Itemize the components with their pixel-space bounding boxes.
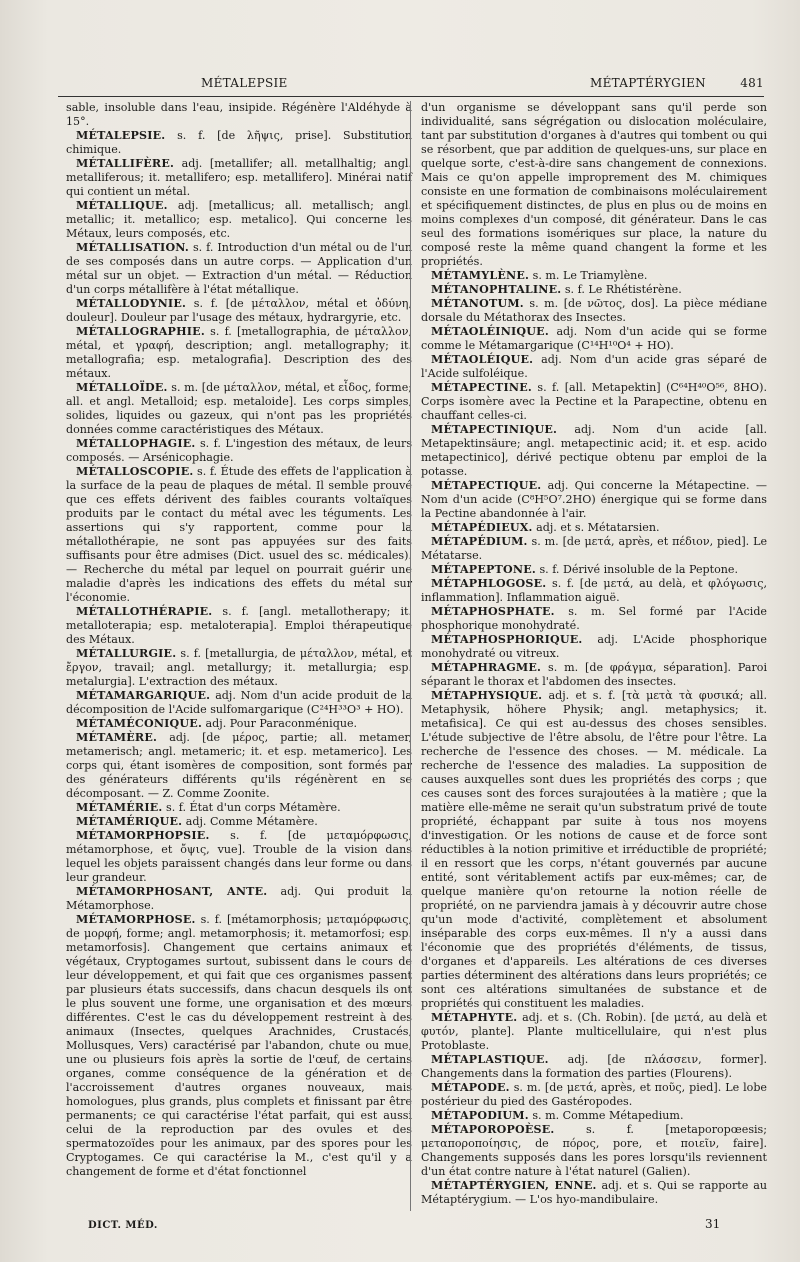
dictionary-entry [421, 521, 767, 535]
entry-text: s. m. [de μετά, après, et πέδιον, pied]. Le Métatarse. [421, 535, 768, 562]
entry-text: s. m. Sel formé par l'Acide phosphorique monohydraté. [421, 605, 767, 632]
dictionary-entry [66, 885, 412, 913]
entry-text: adj. Pour Paraconménique. [205, 717, 358, 730]
entry-headword: MÉTAMÉRIE. [76, 801, 163, 814]
entry-text: s. f. [all. Metapektin] (C⁶⁴H⁴⁰O⁵⁶, 8HO). Corps isomère avec la Pectine et la Parapectine, obtenu en chauffant celles-ci. [421, 381, 767, 422]
entry-text: s. f. [de μεταμόρφωσις, métamorphose, et ὄψις, vue]. Trouble de la vision dans lequel les objets paraissent changés dans leur forme ou dans leur grandeur. [66, 829, 412, 884]
entry-text: s. f. [metallographia, de μέταλλον, métal, et γραφή, description; angl. metallography; it. metallografia; esp. metalografia]. Description des des métaux. [66, 325, 412, 380]
entry-headword: MÉTALLOPHAGIE. [76, 437, 196, 450]
entry-headword: MÉTALLOSCOPIE. [76, 465, 194, 478]
entry-headword: MÉTAOLÉIQUE. [431, 353, 534, 366]
entry-headword: MÉTALLOGRAPHIE. [76, 325, 205, 338]
entry-text: adj. L'Acide phosphorique monohydraté ou vitreux. [421, 633, 767, 660]
dictionary-entry [66, 731, 412, 801]
entry-text: adj. et s. Qui se rapporte au Métaptérygium. — L'os hyo-mandibulaire. [421, 1179, 768, 1206]
entry-headword: MÉTAPECTIQUE. [431, 479, 542, 492]
entry-headword: MÉTAPOROPOÈSE. [431, 1123, 555, 1136]
dictionary-entry [421, 297, 767, 325]
signature-number: 31 [705, 1217, 721, 1231]
entry-text: s. m. [de μέταλλον, métal, et εἶδος, forme; all. et angl. Metalloid; esp. metaloide]. Les corps simples, solides, liquides ou gazeux, qui n'ont pas les propriétés données comme caractéristiques des Métaux. [66, 381, 412, 436]
entry-headword: MÉTAMORPHOSANT, ANTE. [76, 885, 268, 898]
entry-headword: MÉTALLODYNIE. [76, 297, 187, 310]
entry-headword: MÉTAMYLÈNE. [431, 269, 530, 282]
header-rule [58, 96, 764, 97]
left-column [66, 101, 412, 1179]
entry-headword: MÉTAMÈRE. [76, 731, 158, 744]
dictionary-entry [421, 633, 767, 661]
entry-headword: MÉTALLIFÈRE. [76, 157, 175, 170]
entry-text: s. f. Étude des effets de l'application à la surface de la peau de plaques de métal. Il semble prouvé que ces effets dérivent des faibles courants voltaïques produits par le contact du métal avec les téguments. Les assertions qui s'y rapportent, comme pour la métallothérapie, ne sont pas appuyées sur des faits suffisants pour être admises (Dict. usuel des sc. médicales). — Recherche du métal par lequel on pourrait guérir une maladie d'après les indications des effets du métal sur l'économie. [66, 465, 413, 604]
dictionary-entry [421, 605, 767, 633]
entry-headword: MÉTAPECTINIQUE. [431, 423, 558, 436]
dictionary-entry [421, 423, 767, 479]
entry-text: s. m. [de φράγμα, séparation]. Paroi séparant le thorax et l'abdomen des insectes. [421, 661, 768, 688]
entry-headword: MÉTANOTUM. [431, 297, 524, 310]
dictionary-entry [421, 661, 767, 689]
entry-text: s. f. [metaporopœesis; μεταποροποίησις, de πόρος, pore, et ποιεῖν, faire]. Changements supposés dans les pores lorsqu'ils reviennent d'un état contre nature à l'état naturel (Galien). [421, 1123, 767, 1178]
dictionary-entry [66, 381, 412, 437]
entry-text: s. f. [de λῆψις, prise]. Substitution chimique. [66, 129, 413, 156]
dictionary-entry [421, 381, 767, 423]
dictionary-entry [66, 101, 412, 129]
dictionary-entry [66, 199, 412, 241]
entry-headword: MÉTAMÉRIQUE. [76, 815, 183, 828]
entry-headword: MÉTAPHOSPHATE. [431, 605, 555, 618]
dictionary-entry [421, 479, 767, 521]
entry-text: adj. Nom d'un acide gras séparé de l'Acide sulfoléique. [421, 353, 767, 380]
dictionary-entry [66, 129, 412, 157]
dictionary-entry [66, 647, 412, 689]
dictionary-entry [421, 269, 767, 283]
entry-text: adj. Nom d'un acide produit de la décomposition de l'Acide sulfomargarique (C²⁴H³³O³ + HO). [66, 689, 412, 716]
dictionary-entry [421, 535, 767, 563]
entry-headword: MÉTAPTÉRYGIEN, ENNE. [431, 1179, 597, 1192]
entry-headword: MÉTANOPHTALINE. [431, 283, 562, 296]
dictionary-entry [421, 689, 767, 1011]
entry-headword: MÉTAPEPTONE. [431, 563, 536, 576]
entry-text: s. f. État d'un corps Métamère. [166, 801, 341, 814]
dictionary-entry [66, 437, 412, 465]
entry-headword: MÉTALLIQUE. [76, 199, 168, 212]
dictionary-entry [66, 605, 412, 647]
column-divider [410, 101, 411, 1211]
entry-text: s. f. [métamorphosis; μεταμόρφωσις, de μορφή, forme; angl. metamorphosis; it. metamorfosi; esp. metamorfosis]. Changement que certains animaux et végétaux, Cryptogames surtout, subissent dans le cours de leur développement, et qui fait que ces organismes passent par plusieurs états successifs, dans chacun desquels ils ont le plus souvent une forme, une organisation et des mœurs différentes. C'est le cas du développement restreint à des animaux (Insectes, quelques Arachnides, Crustacés, Mollusques, Vers) caractérisé par l'abandon, chute ou mue, une ou plusieurs fois après la sortie de l'œuf, de certains organes, comme conséquence de la génération et de l'accroissement d'autres organes nouveaux, mais homologues, plus grands, plus complets et finissant par être permanents; ce qui caractérise l'état parfait, qui est aussi celui de la reproduction par des ovules et des spermatozoïdes pour les animaux, par des spores pour les Cryptogames. Ce qui caractérise la M., c'est qu'il y a changement de forme et d'état fonctionnel [66, 913, 413, 1178]
entry-text: adj. et s. Métatarsien. [536, 521, 660, 534]
entry-headword: MÉTAPHYTE. [431, 1011, 518, 1024]
dictionary-entry [66, 157, 412, 199]
dictionary-entry [66, 801, 412, 815]
entry-headword: MÉTALLISATION. [76, 241, 189, 254]
entry-text: adj. Nom d'un acide [all. Metapektinsäure; angl. metapectinic acid; it. et esp. acido metapectinico], dérivé pectique obtenu par emploi de la potasse. [421, 423, 767, 478]
dictionary-entry [66, 325, 412, 381]
entry-headword: MÉTAPÉDIEUX. [431, 521, 533, 534]
entry-text: adj. Qui concerne la Métapectine. — Nom d'un acide (C⁸H⁵O⁷.2HO) énergique qui se forme dans la Pectine abandonnée à l'air. [421, 479, 768, 520]
dictionary-entry [421, 1109, 767, 1123]
dictionary-entry [421, 1081, 767, 1109]
entry-headword: MÉTALLURGIE. [76, 647, 177, 660]
entry-text: adj. [de πλάσσειν, former]. Changements dans la formation des parties (Flourens). [421, 1053, 767, 1080]
entry-text: s. f. [de μέταλλον, métal et ὀδύνη, douleur]. Douleur par l'usage des métaux, hydrargyrie, etc. [66, 297, 412, 324]
dictionary-entry [421, 1011, 767, 1053]
entry-headword: MÉTAMARGARIQUE. [76, 689, 211, 702]
entry-headword: MÉTAMORPHOSE. [76, 913, 196, 926]
dictionary-entry [421, 563, 767, 577]
dictionary-entry [66, 465, 412, 605]
entry-headword: MÉTAPECTINE. [431, 381, 532, 394]
entry-text: s. f. [metallurgia, de μέταλλον, métal, et ἔργον, travail; angl. metallurgy; it. metallurgia; esp. metalurgia]. L'extraction des métaux. [66, 647, 413, 688]
entry-text: adj. et s. (Ch. Robin). [de μετά, au delà et φυτόν, plante]. Plante multicellulaire, qui n'est plus Protoblaste. [421, 1011, 767, 1052]
dictionary-entry [421, 1179, 767, 1207]
entry-headword: MÉTAPODE. [431, 1081, 510, 1094]
entry-text: adj. [de μέρος, partie; all. metamer, metamerisch; angl. metameric; it. et esp. metamerico]. Les corps qui, étant isomères de composition, sont formés par des générateurs différents qu'ils régénèrent en se décomposant. — Z. Comme Zoonite. [66, 731, 412, 800]
entry-text: s. f. Le Rhétistérène. [564, 283, 682, 296]
entry-text: adj. Nom d'un acide qui se forme comme le Métamargarique (C¹⁴H¹⁰O⁴ + HO). [421, 325, 767, 352]
entry-headword: MÉTALEPSIE. [76, 129, 166, 142]
header-right-title: MÉTAPTÉRYGIEN [590, 76, 706, 90]
dictionary-entry [421, 101, 767, 269]
dictionary-entry [66, 829, 412, 885]
entry-headword: MÉTAPODIUM. [431, 1109, 529, 1122]
entry-text: d'un organisme se développant sans qu'il perde son individualité, sans ségrégation ou dislocation moléculaire, tant par substitution d'organes à d'autres qui tombent ou qui se résorbent, que par addition de quelques-uns, sur place en quelque sorte, c'est-à-dire sans changement de connexions. Mais ce qu'on appelle improprement des M. chimiques consiste en une formation de combinaisons moléculairement et spécifiquement distinctes, de plus en plus ou de moins en moins complexes d'un composé, dit générateur. Dans le cas seul des formations isomériques sur place, la nature du composé reste la même quand changent la forme et les propriétés. [421, 101, 767, 268]
entry-text: s. f. Introduction d'un métal ou de l'un de ses composés dans un autre corps. — Application d'un métal sur un objet. — Extraction d'un métal. — Réduction d'un corps métallifère à l'état métallique. [66, 241, 413, 296]
entry-headword: MÉTALLOTHÉRAPIE. [76, 605, 213, 618]
entry-text: s. m. [de μετά, après, et ποῦς, pied]. Le lobe postérieur du pied des Gastéropodes. [421, 1081, 768, 1108]
dictionary-entry [66, 297, 412, 325]
entry-text: adj. [metallicus; all. metallisch; angl. metallic; it. metallico; esp. metalico]. Qui concerne les Métaux, leurs composés, etc. [66, 199, 412, 240]
signature-mark: DICT. MÉD. [88, 1220, 158, 1231]
dictionary-entry [421, 353, 767, 381]
entry-headword: MÉTAPÉDIUM. [431, 535, 528, 548]
entry-text: s. f. [de μετά, au delà, et φλόγωσις, inflammation]. Inflammation aiguë. [421, 577, 767, 604]
dictionary-entry [421, 577, 767, 605]
running-header [58, 76, 764, 96]
dictionary-entry [66, 241, 412, 297]
entry-text: adj. Qui produit la Métamorphose. [66, 885, 413, 912]
dictionary-entry [421, 1053, 767, 1081]
entry-headword: MÉTAMORPHOPSIE. [76, 829, 210, 842]
entry-headword: MÉTAPHOSPHORIQUE. [431, 633, 583, 646]
entry-text: s. f. L'ingestion des métaux, de leurs composés. — Arsénicophagie. [66, 437, 413, 464]
dictionary-entry [66, 913, 412, 1179]
entry-text: adj. [metallifer; all. metallhaltig; angl. metalliferous; it. metallifero; esp. metallifero]. Minérai natif qui contient un métal. [66, 157, 412, 198]
entry-headword: MÉTAMÉCONIQUE. [76, 717, 203, 730]
entry-text: s. m. [de νῶτος, dos]. La pièce médiane dorsale du Métathorax des Insectes. [421, 297, 768, 324]
entry-text: sable, insoluble dans l'eau, insipide. Régénère l'Aldéhyde à 15°. [66, 101, 412, 128]
dictionary-entry [66, 815, 412, 829]
entry-text: adj. Comme Métamère. [185, 815, 318, 828]
entry-headword: MÉTAPHYSIQUE. [431, 689, 543, 702]
entry-text: s. f. [angl. metallotherapy; it. metalloterapia; esp. metaloterapia]. Emploi thérapeutique des Métaux. [66, 605, 412, 646]
entry-headword: MÉTALLOÏDE. [76, 381, 168, 394]
dictionary-entry [66, 717, 412, 731]
dictionary-entry [421, 283, 767, 297]
entry-text: s. m. Comme Métapedium. [532, 1109, 684, 1122]
entry-headword: MÉTAPHRAGME. [431, 661, 542, 674]
entry-text: s. m. Le Triamylène. [532, 269, 648, 282]
dictionary-entry [66, 689, 412, 717]
right-column [421, 101, 767, 1207]
entry-text: s. f. Dérivé insoluble de la Peptone. [539, 563, 739, 576]
entry-headword: MÉTAPLASTIQUE. [431, 1053, 549, 1066]
entry-text: adj. et s. f. [τὰ μετὰ τὰ φυσικά; all. Metaphysik, höhere Physik; angl. metaphysics; it. metafisica]. Ce qui est au-dessus des choses sensibles. L'étude subjective de l'être absolu, de l'être pour l'être. La recherche de l'essence des choses. — M. médicale. La recherche de l'essence des maladies. La supposition de causes auxquelles sont dues les propriétés des corps ; que ces causes sont des forces surajoutées à la matière ; que la matière elle-même ne serait qu'un substratum privé de toute propriété, échappant par suite à tous nos moyens d'investigation. Or les notions de cause et de force sont réductibles à la notion primitive et irréductible de propriété; il en ressort que les corps, n'étant gouvernés par aucune entité, sont véritablement actifs par eux-mêmes; car, de quelque manière qu'on retourne la notion réelle de propriété, on ne parviendra jamais à y découvrir autre chose qu'un mode d'activité, complètement et absolument inséparable des corps eux-mêmes. Il n'y a aussi dans l'économie que des propriétés d'éléments, de tissus, d'organes et d'appareils. Les altérations de ces diverses parties déterminent des altérations dans leurs propriétés; ce sont ces altérations simultanées de substance et de propriétés qui constituent les maladies. [421, 689, 767, 1010]
header-left-title: MÉTALEPSIE [201, 76, 288, 90]
entry-headword: MÉTAPHLOGOSE. [431, 577, 547, 590]
entry-headword: MÉTAOLÉINIQUE. [431, 325, 549, 338]
dictionary-entry [421, 325, 767, 353]
page-number: 481 [740, 76, 764, 90]
dictionary-entry [421, 1123, 767, 1179]
